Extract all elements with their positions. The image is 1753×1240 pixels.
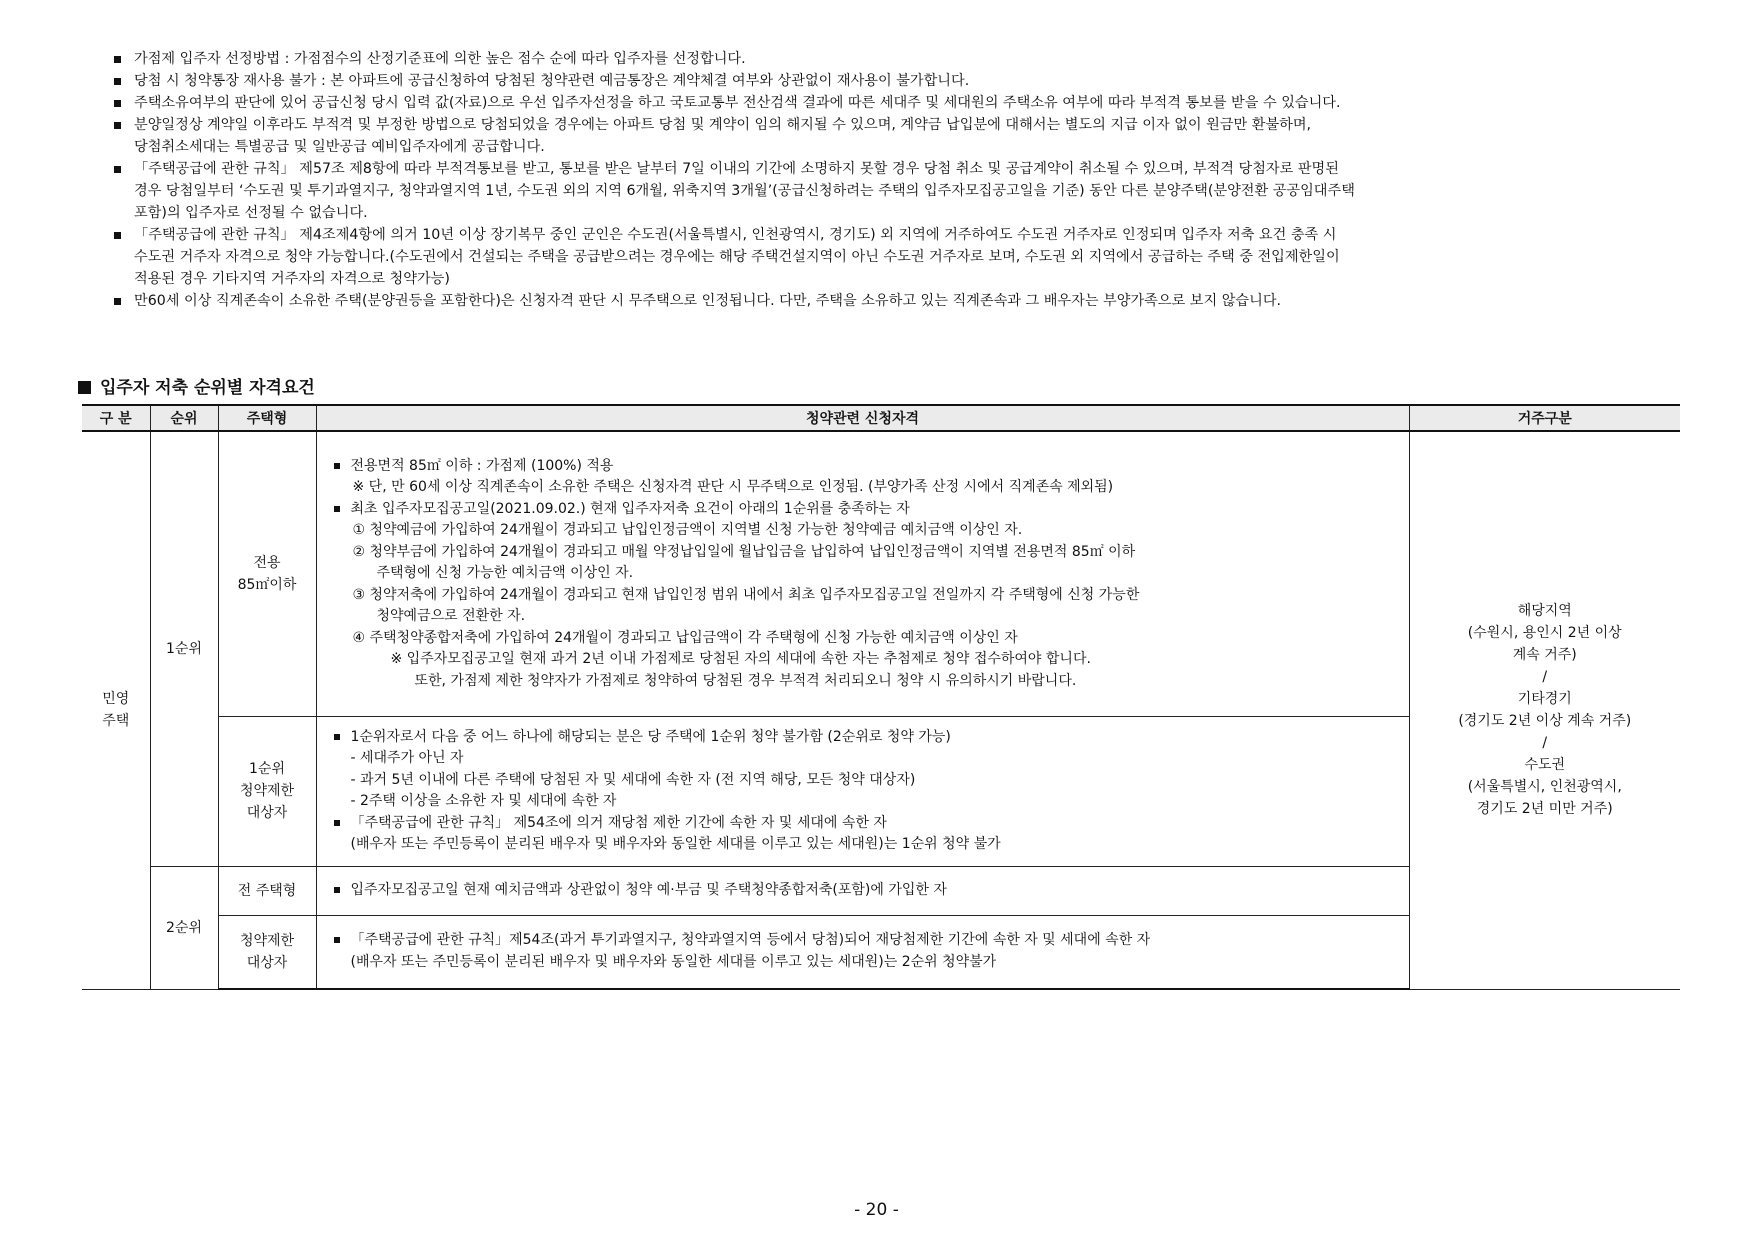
note-item: [112, 92, 1672, 114]
note-item: [112, 224, 1672, 290]
header-residence: 거주구분: [1409, 405, 1680, 431]
qual-line: (배우자 또는 주민등록이 분리된 배우자 및 배우자와 동일한 세대를 이루고 있는 세대원)는 2순위 청약불가: [350, 953, 997, 970]
qual-line: - 세대주가 아닌 자: [350, 750, 464, 766]
note-line: 포함)의 입주자로 선정될 수 없습니다.: [134, 205, 368, 221]
note-line: 분양일정상 계약일 이후라도 부적격 및 부정한 방법으로 당첨되었을 경우에는 아파트 당첨 및 계약이 임의 해지될 수 있으며, 계약금 납입분에 대해서는 별도의 지급 이자 없이 원금만 환불하며,: [134, 117, 1312, 133]
residence-text: (서울특별시, 인천광역시,: [1467, 779, 1622, 796]
note-line: 경우 당첨일부터 ‘수도권 및 투기과열지구, 청약과열지역 1년, 수도권 외의 지역 6개월, 위축지역 3개월’(공급신청하려는 주택의 입주자모집공고일을 기준) 동안 다른 분양주택(분양전환 공공임대주택: [134, 183, 1355, 199]
note-line: 만60세 이상 직계존속이 소유한 주택(분양권등을 포함한다)은 신청자격 판단 시 무주택으로 인정됩니다. 다만, 주택을 소유하고 있는 직계존속과 그 배우자는 부양가족으로 보지 않습니다.: [134, 293, 1282, 309]
square-bullet-icon: [114, 78, 121, 85]
rank2-text: 2순위: [166, 919, 202, 936]
section-title-text: 입주자 저축 순위별 자격요건: [100, 378, 315, 398]
note-line: 적용된 경우 기타지역 거주자의 자격으로 청약가능): [134, 271, 450, 287]
qual-line: 「주택공급에 관한 규칙」 제54조에 의거 재당첨 제한 기간에 속한 자 및 세대에 속한 자: [331, 813, 1401, 835]
note-line: 주택소유여부의 판단에 있어 공급신청 당시 입력 값(자료)으로 우선 입주자선정을 하고 국토교통부 전산검색 결과에 따른 세대주 및 세대원의 주택소유 여부에 따라 부적격 통보를 받을 수 있습니다.: [134, 95, 1341, 111]
header-division: 구 분: [82, 405, 150, 431]
square-bullet-icon: [334, 734, 340, 740]
header-type: 주택형: [218, 405, 316, 431]
residence-text: /: [1542, 669, 1548, 686]
type-rank1-restricted-cell: [218, 716, 316, 866]
residence-text: 수도권: [1524, 757, 1566, 774]
square-bullet-icon: [114, 232, 121, 239]
residence-text: (경기도 2년 이상 계속 거주): [1458, 713, 1632, 730]
note-line: 당첨 시 청약통장 재사용 불가 : 본 아파트에 공급신청하여 당첨된 청약관련 예금통장은 계약체결 여부와 상관없이 재사용이 불가합니다.: [134, 73, 970, 89]
type-text: 전용: [253, 554, 281, 571]
qual-line: ※ 입주자모집공고일 현재 과거 2년 이내 가점제로 당첨된 자의 세대에 속한 자는 추첨제로 청약 접수하여야 합니다.: [390, 651, 1091, 667]
note-line: 「주택공급에 관한 규칙」 제4조제4항에 의거 10년 이상 장기복무 중인 군인은 수도권(서울특별시, 인천광역시, 경기도) 외 지역에 거주하여도 수도권 거주자로 인정되며 입주자 저축 요건 충족 시: [134, 227, 1337, 243]
qual-line: ① 청약예금에 가입하여 24개월이 경과되고 납입인정금액이 지역별 신청 가능한 청약예금 예치금액 이상인 자.: [352, 522, 1023, 538]
qual-rank2-restricted-cell: [316, 915, 1409, 989]
type-all-cell: [218, 866, 316, 915]
rank1-text: 1순위: [166, 640, 202, 657]
note-line: 「주택공급에 관한 규칙」 제57조 제8항에 따라 부적격통보를 받고, 통보를 받은 날부터 7일 이내의 기간에 소명하지 못할 경우 당첨 취소 및 공급계약이 취소될 수 있으며, 부적격 당첨자로 판명된: [134, 161, 1339, 177]
type-text: 대상자: [246, 805, 288, 821]
table-header-row: [82, 405, 1680, 431]
header-rank: 순위: [150, 405, 218, 431]
note-line: 수도권 거주자 자격으로 청약 가능합니다.(수도권에서 건설되는 주택을 공급받으려는 경우에는 해당 주택건설지역이 아닌 수도권 거주자로 보며, 수도권 외 지역에서 공급하는 주택 중 전입제한일이: [134, 249, 1340, 265]
qual-line: ② 청약부금에 가입하여 24개월이 경과되고 매월 약정납입일에 월납입금을 납입하여 납입인정금액이 지역별 전용면적 85㎡ 이하: [352, 543, 1136, 560]
page-number: - 20 -: [854, 1200, 899, 1220]
qual-line: 「주택공급에 관한 규칙」제54조(과거 투기과열지구, 청약과열지역 등에서 당첨)되어 재당첨제한 기간에 속한 자 및 세대에 속한 자: [331, 930, 1401, 952]
division-cell: [82, 431, 150, 989]
division-text: 주택: [102, 713, 130, 730]
qual-85-cell: [316, 431, 1409, 716]
qual-all-cell: [316, 866, 1409, 915]
type-rank2-restricted-cell: [218, 915, 316, 989]
note-item: [112, 48, 1672, 70]
division-text: 민영: [102, 691, 130, 708]
qual-line: 또한, 가점제 제한 청약자가 가점제로 청약하여 당첨된 경우 부적격 처리되오니 청약 시 유의하시기 바랍니다.: [414, 672, 1077, 689]
square-bullet-icon: [114, 122, 121, 129]
square-bullet-icon: [114, 166, 121, 173]
qual-line: - 2주택 이상을 소유한 자 및 세대에 속한 자: [350, 793, 617, 809]
qual-line: ④ 주택청약종합저축에 가입하여 24개월이 경과되고 납입금액이 각 주택형에 신청 가능한 예치금액 이상인 자: [352, 629, 1018, 646]
note-item: [112, 158, 1672, 224]
qual-line: (배우자 또는 주민등록이 분리된 배우자 및 배우자와 동일한 세대를 이루고 있는 세대원)는 1순위 청약 불가: [350, 836, 1001, 852]
type-text: 전 주택형: [237, 882, 297, 899]
type-85-cell: [218, 431, 316, 716]
square-bullet-icon: [114, 56, 121, 63]
square-bullet-icon: [334, 463, 340, 469]
section-title: [78, 373, 315, 398]
type-text: 대상자: [246, 954, 288, 971]
type-text: 청약제한: [239, 932, 295, 949]
note-line: 가점제 입주자 선정방법 : 가점점수의 산정기준표에 의한 높은 점수 순에 따라 입주자를 선정합니다.: [134, 51, 746, 67]
note-item: [112, 70, 1672, 92]
note-item: [112, 290, 1672, 312]
square-bullet-icon: [334, 937, 340, 943]
rank1-cell: [150, 431, 218, 866]
residence-text: /: [1542, 735, 1548, 752]
header-qualification: 청약관련 신청자격: [316, 405, 1409, 431]
qual-line: 1순위자로서 다음 중 어느 하나에 해당되는 분은 당 주택에 1순위 청약 불가함 (2순위로 청약 가능): [331, 727, 1401, 749]
residence-text: 해당지역: [1517, 603, 1572, 620]
square-bullet-icon: [78, 381, 91, 394]
notes-list: [112, 48, 1672, 312]
square-bullet-icon: [114, 100, 121, 107]
table-row: [82, 431, 1680, 716]
qual-line: 입주자모집공고일 현재 예치금액과 상관없이 청약 예·부금 및 주택청약종합저축(포함)에 가입한 자: [331, 880, 1401, 902]
type-text: 1순위: [249, 761, 285, 777]
residence-text: 경기도 2년 미만 거주): [1476, 801, 1613, 818]
qual-line: 청약예금으로 전환한 자.: [376, 608, 526, 624]
qual-line: - 과거 5년 이내에 다른 주택에 당첨된 자 및 세대에 속한 자 (전 지역 해당, 모든 청약 대상자): [350, 771, 916, 788]
qual-rank1-restricted-cell: [316, 716, 1409, 866]
qual-line: ③ 청약저축에 가입하여 24개월이 경과되고 현재 납입인정 범위 내에서 최초 입주자모집공고일 전일까지 각 주택형에 신청 가능한: [352, 586, 1140, 603]
qualification-table: [82, 404, 1680, 990]
note-line: 당첨취소세대는 특별공급 및 일반공급 예비입주자에게 공급합니다.: [134, 139, 545, 155]
square-bullet-icon: [114, 298, 121, 305]
residence-cell: [1409, 431, 1680, 989]
qual-line: 최초 입주자모집공고일(2021.09.02.) 현재 입주자저축 요건이 아래의 1순위를 충족하는 자: [331, 499, 1401, 521]
rank2-cell: [150, 866, 218, 989]
residence-text: 기타경기: [1517, 691, 1572, 708]
residence-text: 계속 거주): [1512, 647, 1577, 664]
square-bullet-icon: [334, 887, 340, 893]
qual-line: 전용면적 85㎡ 이하 : 가점제 (100%) 적용: [331, 456, 1401, 478]
qual-line: 주택형에 신청 가능한 예치금액 이상인 자.: [376, 565, 634, 581]
type-text: 청약제한: [239, 783, 295, 799]
residence-text: (수원시, 용인시 2년 이상: [1467, 625, 1622, 642]
square-bullet-icon: [334, 506, 340, 512]
square-bullet-icon: [334, 820, 340, 826]
qual-line: ※ 단, 만 60세 이상 직계존속이 소유한 주택은 신청자격 판단 시 무주택으로 인정됨. (부양가족 산정 시에서 직계존속 제외됨): [352, 479, 1114, 495]
type-text: 85㎡이하: [237, 576, 297, 593]
note-item: [112, 114, 1672, 158]
